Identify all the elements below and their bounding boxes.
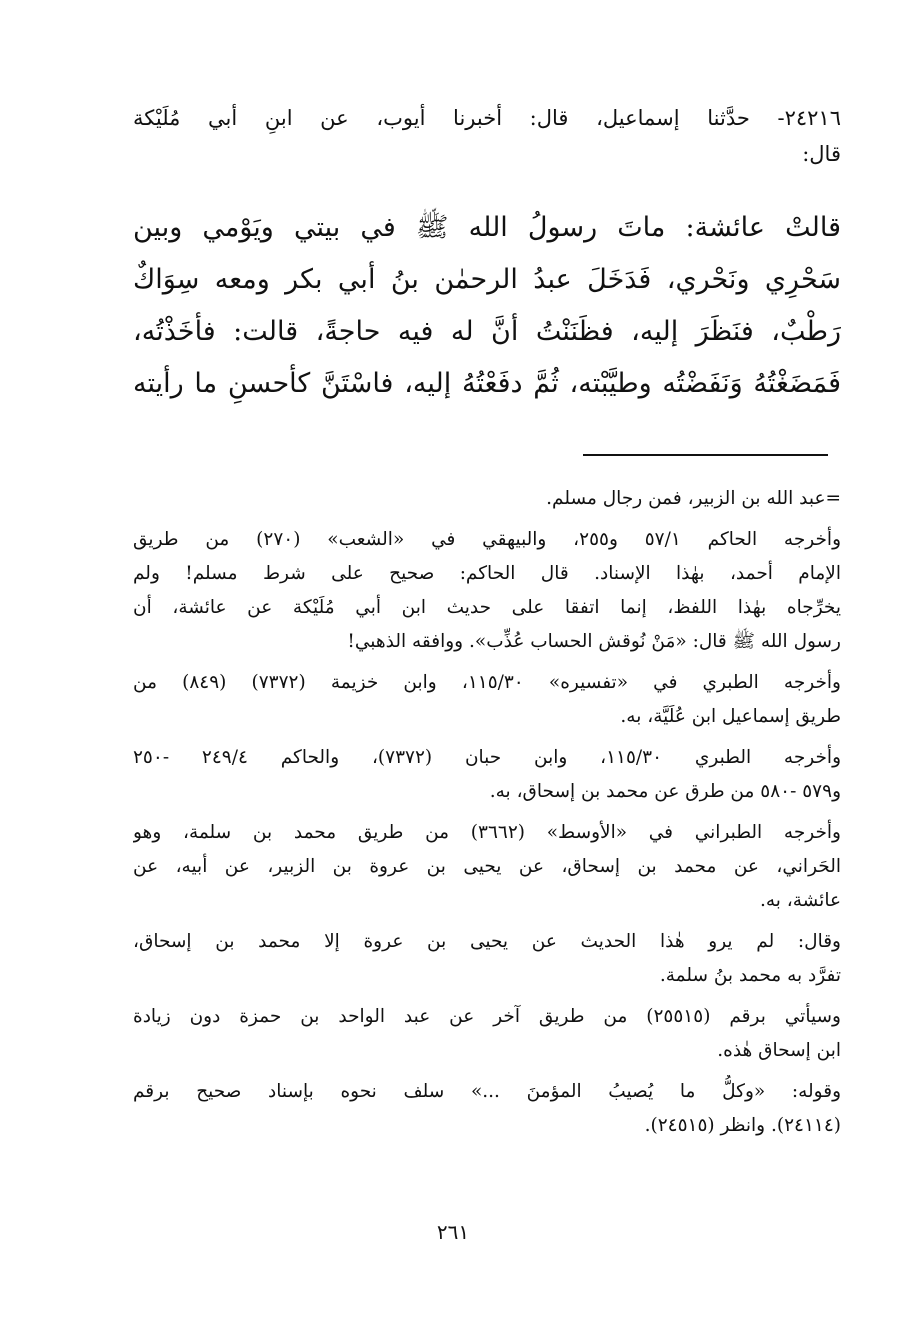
footnote-line: عائشة، به. <box>759 890 841 911</box>
footnote-line: وأخرجه الطبري في «تفسيره» ١١٥/٣٠، وابن خزيمة (٧٣٧٢) (٨٤٩) من <box>133 672 841 693</box>
footnote-line: وأخرجه الطبراني في «الأوسط» (٣٦٦٢) من طريق محمد بن سلمة، وهو <box>133 822 841 843</box>
footnote-line: و٥٧٩ -٥٨٠ من طرق عن محمد بن إسحاق، به. <box>489 781 841 802</box>
footnote-line: وأخرجه الطبري ١١٥/٣٠، وابن حبان (٧٣٧٢)، والحاكم ٢٤٩/٤ -٢٥٠ <box>133 747 841 768</box>
footnote-line: وقوله: «وكلُّ ما يُصيبُ المؤمنَ ...» سلف نحوه بإسناد صحيح برقم <box>133 1081 841 1102</box>
chain-line: قال: <box>802 142 841 166</box>
footnote-line: يخرِّجاه بهٰذا اللفظ، إنما اتفقا على حديث ابن أبي مُلَيْكة عن عائشة، أن <box>133 597 841 618</box>
footnote-paragraph <box>133 1000 841 1068</box>
chain-line: ٢٤٢١٦- حدَّثنا إسماعيل، قال: أخبرنا أيوب، عن ابنِ أبي مُلَيْكة <box>133 106 841 130</box>
footnote-paragraph <box>133 1075 841 1143</box>
hadith-line: فَمَضَغْتُهُ وَنَفَضْتُه وطيَّبْته، ثُمَّ دفَعْتُهُ إليه، فاسْتَنَّ كأحسنِ ما رأيته <box>133 368 841 399</box>
footnote-paragraph <box>133 666 841 734</box>
footnote-paragraph <box>133 482 841 516</box>
footnote-line: وسيأتي برقم (٢٥٥١٥) من طريق آخر عن عبد الواحد بن حمزة دون زيادة <box>133 1006 841 1027</box>
footnote-paragraph <box>133 925 841 993</box>
footnote-line: =عبد الله بن الزبير، فمن رجال مسلم. <box>546 488 841 509</box>
footnote-line: رسول الله ﷺ قال: «مَنْ نُوقش الحساب عُذِّب». ووافقه الذهبي! <box>347 631 841 652</box>
footnote-line: الحَراني، عن محمد بن إسحاق، عن يحيى بن عروة بن الزبير، عن أبيه، عن <box>133 856 841 877</box>
footnote-line: وأخرجه الحاكم ٥٧/١ و٢٥٥، والبيهقي في «الشعب» (٢٧٠) من طريق <box>133 529 841 550</box>
footnote-line: ابن إسحاق هٰذه. <box>717 1040 841 1061</box>
hadith-chain <box>133 100 841 172</box>
hadith-line: قالتْ عائشة: ماتَ رسولُ الله ﷺ في بيتي ويَوْمي وبين <box>133 212 841 243</box>
hadith-line: سَحْرِي ونَحْري، فَدَخَلَ عبدُ الرحمٰن بنُ أبي بكر ومعه سِوَاكٌ <box>133 264 841 295</box>
hadith-text <box>133 202 841 410</box>
footnote-line: طريق إسماعيل ابن عُلَيَّة، به. <box>620 706 841 727</box>
page-number: ٢٦١ <box>436 1220 470 1244</box>
footnote-paragraph <box>133 741 841 809</box>
footnote-divider <box>583 454 828 456</box>
footnote-line: تفرَّد به محمد بنُ سلمة. <box>659 965 841 986</box>
footnote-paragraph <box>133 523 841 659</box>
footnote-paragraph <box>133 816 841 918</box>
footnote-line: الإمام أحمد، بهٰذا الإسناد. قال الحاكم: صحيح على شرط مسلم! ولم <box>133 563 841 584</box>
footnotes <box>133 482 841 1150</box>
footnote-line: (٢٤١١٤). وانظر (٢٤٥١٥). <box>644 1115 841 1136</box>
footnote-line: وقال: لم يرو هٰذا الحديث عن يحيى بن عروة إلا محمد بن إسحاق، <box>133 931 841 952</box>
hadith-line: رَطْبٌ، فنَظَرَ إليه، فظَنَنْتُ أنَّ له فيه حاجةً، قالت: فأخَذْتُه، <box>133 316 841 347</box>
